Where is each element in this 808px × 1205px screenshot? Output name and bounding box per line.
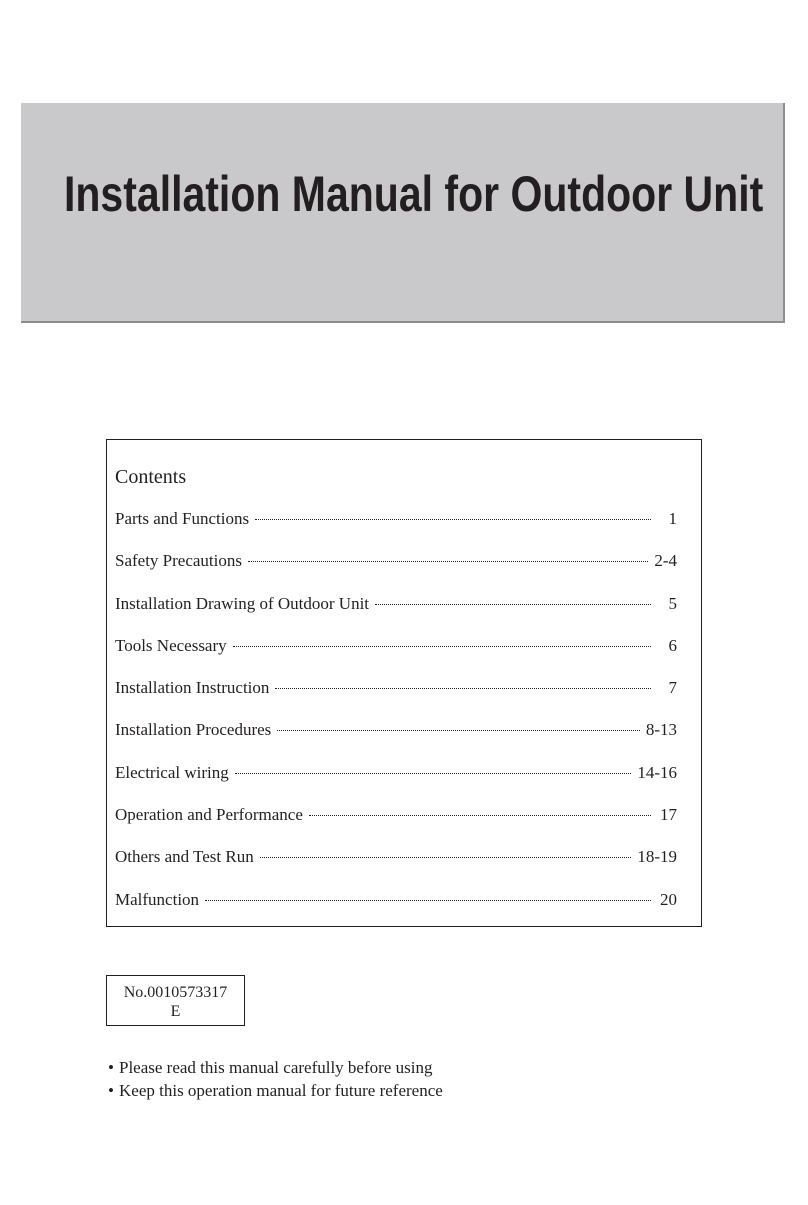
toc-leader: [275, 687, 651, 689]
toc-leader: [260, 856, 632, 858]
toc-entry-parts-and-functions: [115, 510, 677, 552]
toc-entry-title: Operation and Performance: [115, 805, 303, 825]
toc-entry-operation-and-performance: [115, 806, 677, 848]
document-revision: E: [170, 1003, 181, 1020]
toc-entry-title: Safety Precautions: [115, 551, 242, 571]
toc-entry-page: 5: [668, 593, 677, 613]
contents-heading: Contents: [115, 466, 187, 488]
notes-list: [108, 1056, 443, 1102]
toc-entry-installation-procedures: [115, 721, 677, 763]
document-number-box: [106, 975, 245, 1026]
toc-entry-page: 8-13: [645, 720, 677, 740]
contents-box: [106, 439, 702, 927]
toc-entry-safety-precautions: [115, 552, 677, 594]
toc-entry-title: Electrical wiring: [115, 762, 229, 782]
toc-entry-malfunction: [115, 891, 677, 933]
page-title: Installation Manual for Outdoor Unit: [64, 166, 764, 222]
toc-entry-title: Installation Drawing of Outdoor Unit: [115, 593, 370, 613]
toc-entry-title: Tools Necessary: [115, 635, 227, 655]
title-banner: [21, 103, 785, 323]
toc-leader: [309, 814, 651, 816]
toc-leader: [233, 645, 651, 647]
note-text: Keep this operation manual for future reference: [119, 1081, 443, 1100]
toc-entry-installation-instruction: [115, 679, 677, 721]
note-item: [108, 1079, 443, 1102]
toc-leader: [255, 518, 651, 520]
toc-entry-page: 18-19: [637, 847, 677, 867]
toc-entry-page: 20: [660, 889, 677, 909]
toc-entry-title: Others and Test Run: [115, 847, 254, 867]
toc-entry-title: Installation Instruction: [115, 678, 270, 698]
toc-entry-title: Installation Procedures: [115, 720, 272, 740]
toc-entry-others-and-test-run: [115, 848, 677, 890]
bullet-icon: •: [108, 1058, 114, 1077]
toc-list: [115, 510, 677, 933]
toc-entry-installation-drawing: [115, 595, 677, 637]
toc-entry-title: Malfunction: [115, 889, 200, 909]
toc-leader: [235, 772, 632, 774]
note-text: Please read this manual carefully before using: [119, 1058, 433, 1077]
toc-entry-page: 7: [668, 678, 677, 698]
toc-entry-page: 2-4: [654, 551, 677, 571]
toc-entry-tools-necessary: [115, 637, 677, 679]
toc-entry-electrical-wiring: [115, 764, 677, 806]
note-item: [108, 1056, 443, 1079]
toc-leader: [205, 899, 651, 901]
toc-entry-page: 14-16: [637, 762, 677, 782]
bullet-icon: •: [108, 1081, 114, 1100]
toc-entry-page: 17: [660, 805, 677, 825]
toc-leader: [248, 560, 648, 562]
toc-leader: [375, 603, 651, 605]
toc-leader: [277, 729, 640, 731]
toc-entry-page: 6: [668, 635, 677, 655]
toc-entry-page: 1: [668, 509, 677, 528]
toc-entry-title: Parts and Functions: [115, 509, 250, 528]
document-number: No.0010573317: [123, 984, 228, 1001]
